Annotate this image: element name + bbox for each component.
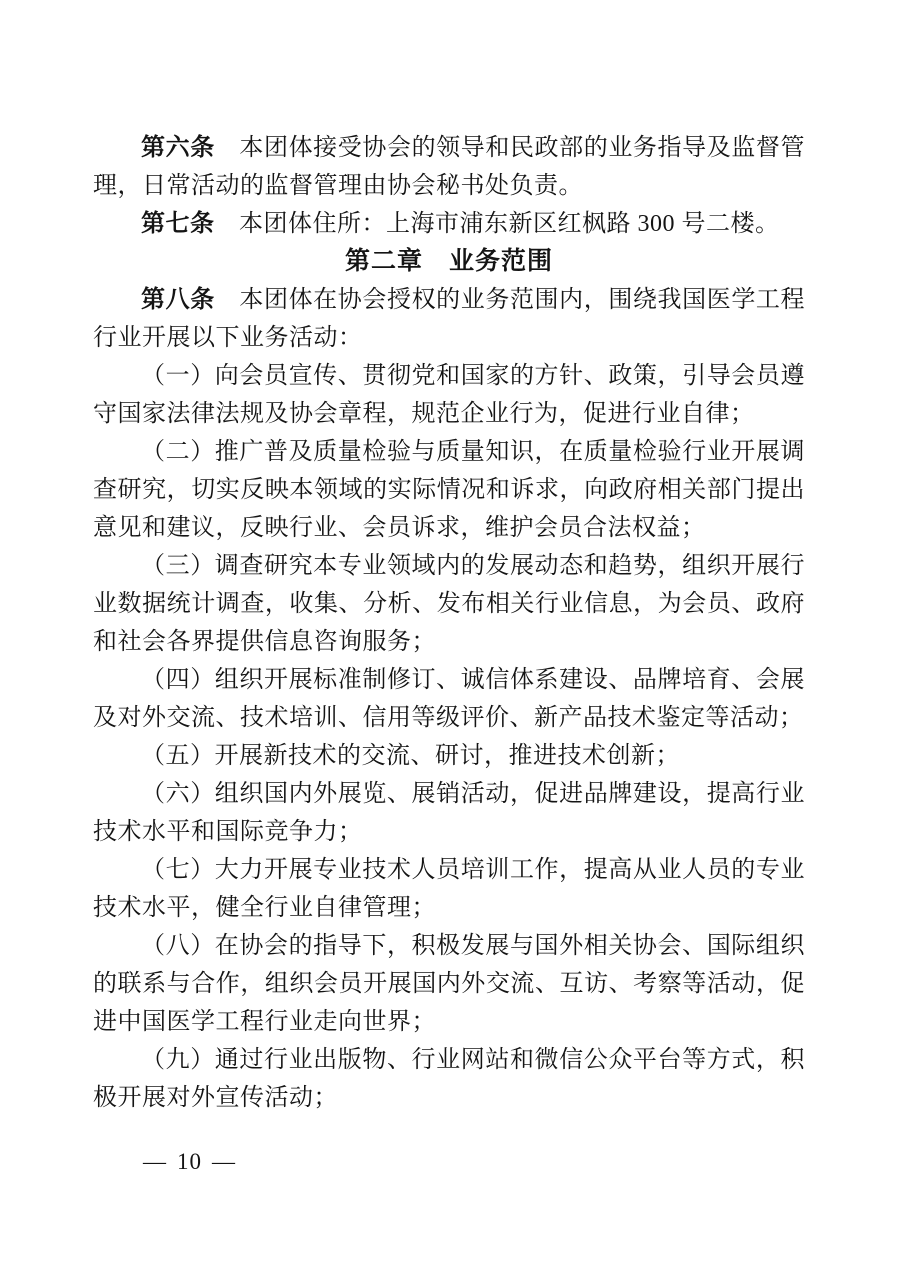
business-item-1: （一）向会员宣传、贯彻党和国家的方针、政策，引导会员遵守国家法律法规及协会章程，规范企业行为，促进行业自律； xyxy=(93,363,805,427)
business-item-5: （五）开展新技术的交流、研讨，推进技术创新； xyxy=(141,743,680,769)
chapter-2-heading: 第二章 业务范围 xyxy=(344,248,553,275)
article-6-paragraph xyxy=(93,129,805,205)
article-8-label: 第八条 xyxy=(141,287,215,313)
business-item-9: （九）通过行业出版物、行业网站和微信公众平台等方式，积极开展对外宣传活动； xyxy=(93,1047,805,1111)
business-item-6: （六）组织国内外展览、展销活动，促进品牌建设，提高行业技术水平和国际竞争力； xyxy=(93,781,805,845)
business-item-8: （八）在协会的指导下，积极发展与国外相关协会、国际组织的联系与合作，组织会员开展国内外交流、互访、考察等活动，促进中国医学工程行业走向世界； xyxy=(93,933,805,1035)
article-7-text: 本团体住所：上海市浦东新区红枫路 300 号二楼。 xyxy=(214,211,780,237)
article-8-text: 本团体在协会授权的业务范围内，围绕我国医学工程行业开展以下业务活动： xyxy=(93,287,806,351)
document-body xyxy=(93,129,805,1117)
footer-left-dash: — xyxy=(143,1149,167,1174)
page-number: 10 xyxy=(177,1149,202,1174)
footer-right-dash: — xyxy=(212,1149,236,1174)
business-item-3: （三）调查研究本专业领域内的发展动态和趋势，组织开展行业数据统计调查，收集、分析、发布相关行业信息，为会员、政府和社会各界提供信息咨询服务； xyxy=(93,553,805,655)
article-6-text: 本团体接受协会的领导和民政部的业务指导及监督管理，日常活动的监督管理由协会秘书处负责。 xyxy=(93,135,806,199)
article-7-paragraph xyxy=(93,205,805,243)
article-7-label: 第七条 xyxy=(141,211,215,237)
business-item-7: （七）大力开展专业技术人员培训工作，提高从业人员的专业技术水平，健全行业自律管理； xyxy=(93,857,805,921)
article-6-label: 第六条 xyxy=(141,135,215,161)
business-item-2: （二）推广普及质量检验与质量知识，在质量检验行业开展调查研究，切实反映本领域的实际情况和诉求，向政府相关部门提出意见和建议，反映行业、会员诉求，维护会员合法权益； xyxy=(93,439,805,541)
page-footer xyxy=(133,1147,246,1177)
article-8-paragraph xyxy=(93,281,805,357)
business-item-4: （四）组织开展标准制修订、诚信体系建设、品牌培育、会展及对外交流、技术培训、信用等级评价、新产品技术鉴定等活动； xyxy=(93,667,805,731)
